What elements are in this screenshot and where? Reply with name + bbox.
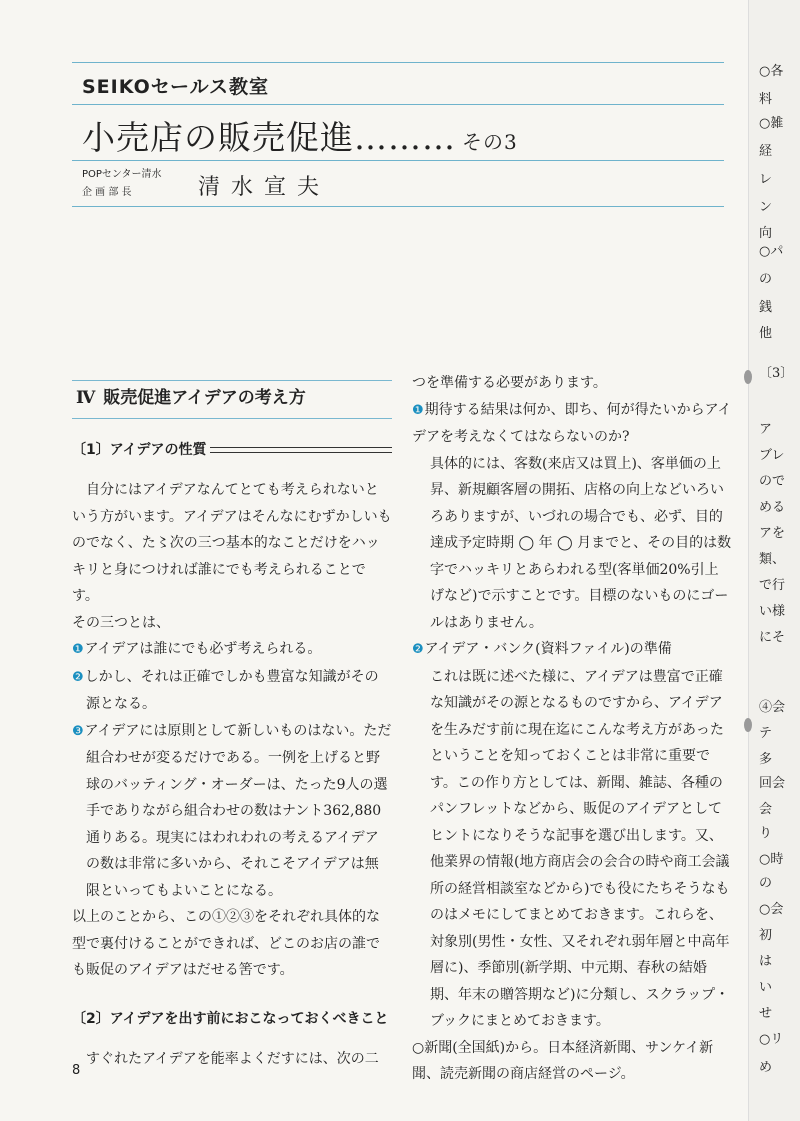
article-title-main: 小売店の販売促進………: [82, 118, 456, 157]
strip-text-line: い: [759, 980, 773, 995]
strip-text-line: 他: [759, 326, 773, 341]
article-title-part: その3: [462, 130, 518, 154]
header-rule-middle: [72, 104, 724, 105]
strip-text-line: 初: [759, 928, 773, 943]
list-item: [412, 636, 732, 664]
section-heading: [72, 380, 392, 419]
strip-text-line: い様: [759, 604, 786, 619]
strip-text-line: せ: [759, 1006, 773, 1021]
paragraph: 具体的には、客数(来店又は買上)、客単価の上昇、新規顧客層の開拓、店格の向上などいろいろありますが、いづれの場合でも、必ず、目的達成予定時期 ◯ 年 ◯ 月までと、その目的は数字でハッキリとあらわれる型(客単価20%引上げなど)で示すことです。目標のないものにゴールはありません。: [430, 455, 732, 631]
article-title: [82, 112, 518, 159]
left-column: [72, 370, 392, 1073]
strip-text-line: める: [759, 500, 786, 515]
subsection-label-2: 〔2〕アイデアを出す前におこなっておくべきこと: [72, 1010, 389, 1027]
list-item-text: 期待する結果は何か、即ち、何が得たいからアイデアを考えなくてはならないのか?: [412, 401, 732, 445]
page-number: 8: [72, 1063, 81, 1078]
adjacent-page-strip: [748, 0, 800, 1121]
number-bullet-icon: ❶: [412, 402, 424, 418]
paragraph: これは既に述べた様に、アイデアは豊富で正確な知識がその源となるものですから、アイデアを生みだす前に現在迄にこんな考え方があったということを知っておくことは非常に重要です。この作り方としては、新聞、雑誌、各種のパンフレットなどから、販促のアイデアとしてヒントになりそうな記事を選び出します。又、他業界の情報(地方商店会の会合の時や商工会議所の経営相談室などから)でも役にたちそうなものはメモにしてまとめておきます。これらを、対象別(男性・女性、又それぞれ弱年層と中高年層に)、季節別(新学期、中元期、春秋の結婚期、年末の贈答期など)に分類し、スクラップ・ブックにまとめておきます。: [430, 668, 730, 1029]
series-title: SEIKOセールス教室: [82, 76, 270, 98]
strip-text-line: レ: [759, 172, 773, 187]
strip-text-line: の: [759, 272, 773, 287]
strip-text-line: め: [759, 1060, 773, 1075]
subsection-heading-2: [72, 1006, 392, 1033]
strip-text-line: 料: [759, 92, 773, 107]
paragraph: 以上のことから、この①②③をそれぞれ具体的な型で裏付けることができれば、どこのお店の誰でも販促のアイデアはだせる筈です。: [72, 909, 380, 978]
strip-text-line: ○パ: [759, 244, 784, 259]
double-rule-divider: [210, 447, 392, 453]
strip-text-line: 多: [759, 752, 773, 767]
strip-text-line: テ: [759, 726, 773, 741]
subsection-heading-1: [72, 437, 392, 464]
strip-text-line: 向: [759, 226, 773, 241]
strip-text-line: ○リ: [759, 1032, 784, 1047]
binding-hole: [744, 718, 752, 732]
section-number: Ⅳ: [76, 388, 96, 408]
strip-text-line: 会: [759, 802, 773, 817]
list-item: [412, 397, 732, 451]
number-bullet-icon: ❷: [72, 669, 84, 685]
author-role-line2: 企 画 部 長: [82, 187, 132, 198]
paragraph: つを準備する必要があります。: [412, 375, 607, 391]
strip-text-line: 類、: [759, 552, 786, 567]
paragraph: その三つとは、: [72, 614, 170, 631]
strip-text-line: ○雑: [759, 116, 784, 131]
paragraph: すぐれたアイデアを能率よくだすには、次の二: [86, 1051, 379, 1067]
strip-text-line: 銭: [759, 300, 773, 315]
subsection-label-1: 〔1〕アイデアの性質: [72, 441, 207, 458]
strip-text-line: 回会: [759, 776, 786, 791]
list-item-text: アイデアには原則として新しいものはない。ただ組合わせが変るだけである。一例を上げると野球のバッティング・オーダーは、たった9人の選手でありながら組合わせの数はナント362,880通りある。現実にはわれわれの考えるアイデアの数は非常に多いから、それこそアイデアは無限といってもよいことになる。: [84, 722, 392, 899]
number-bullet-icon: ❷: [412, 642, 424, 657]
strip-text-line: 〔3〕: [759, 366, 794, 381]
strip-text-line: アを: [759, 526, 786, 541]
strip-text-line: ④会: [759, 700, 786, 715]
list-item-text: アイデアは誰にでも必ず考えられる。: [84, 641, 322, 657]
strip-text-line: 経: [759, 144, 773, 159]
strip-text-line: ○時: [759, 852, 784, 867]
list-item: [72, 664, 392, 718]
strip-text-line: ○各: [759, 64, 784, 79]
binding-hole: [744, 370, 752, 384]
list-item-text: しかし、それは正確でしかも豊富な知識がその源となる。: [84, 668, 379, 712]
list-item-text: アイデア・バンク(資料ファイル)の準備: [424, 641, 672, 657]
header-rule-bottom: [72, 206, 724, 207]
number-bullet-icon: ❸: [72, 723, 84, 739]
strip-text-line: で行: [759, 578, 786, 593]
list-item: [72, 636, 392, 664]
strip-text-line: ブレ: [759, 448, 785, 463]
header-rule-top: [72, 62, 724, 63]
strip-text-line: ン: [759, 200, 773, 215]
strip-text-line: ので: [759, 474, 786, 489]
section-title: 販売促進アイデアの考え方: [103, 388, 306, 408]
strip-text-line: にそ: [759, 630, 786, 645]
header-rule-lower: [72, 160, 724, 161]
strip-text-line: り: [759, 826, 773, 841]
author-name: 清水宣夫: [198, 175, 331, 200]
strip-text-line: ア: [759, 422, 773, 437]
paragraph: ○新聞(全国紙)から。日本経済新聞、サンケイ新聞、読売新聞の商店経営のページ。: [412, 1039, 714, 1082]
author-role-line1: POPセンター清水: [82, 169, 162, 180]
strip-text-line: ○会: [759, 902, 784, 917]
list-item: [72, 718, 392, 905]
paragraph: 自分にはアイデアなんてとても考えられないという方がいます。アイデアはそんなにむずかしいものでなく、た〻次の三つ基本的なことだけをハッキリと身につければ誰にでも考えられることです。: [72, 482, 392, 604]
author-role: [82, 166, 162, 202]
strip-text-line: の: [759, 876, 773, 891]
right-column: [412, 370, 732, 1088]
strip-text-line: は: [759, 954, 773, 969]
number-bullet-icon: ❶: [72, 642, 84, 657]
